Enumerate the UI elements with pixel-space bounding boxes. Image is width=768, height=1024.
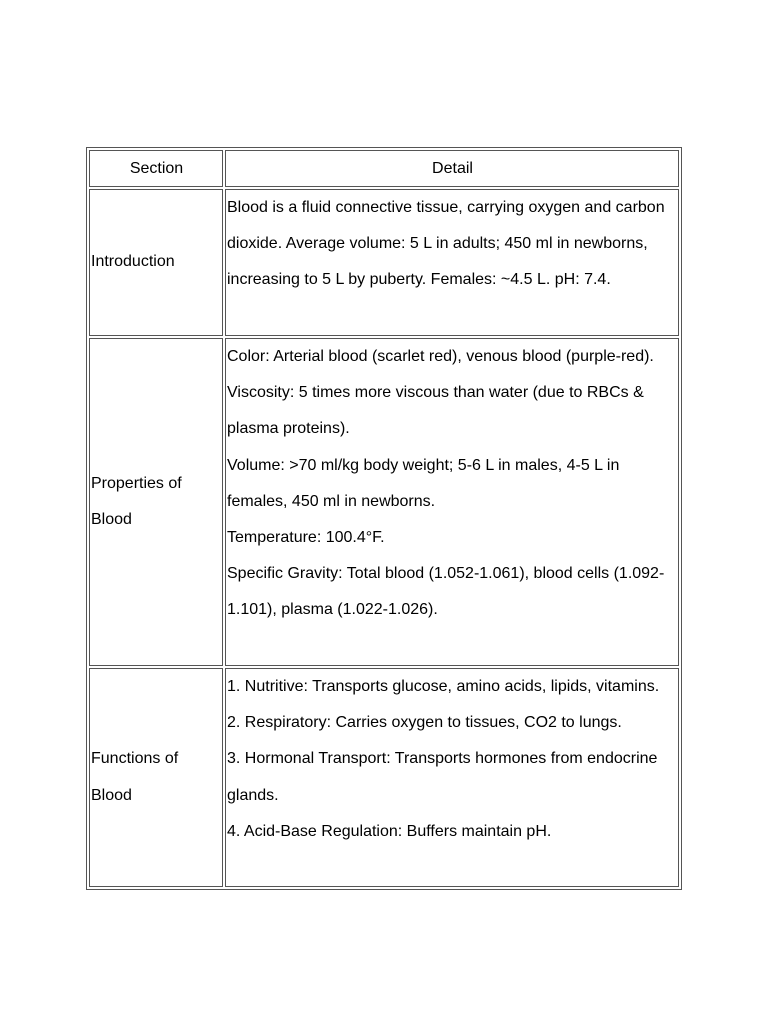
property-item-viscosity xyxy=(227,375,678,447)
property-item-temperature xyxy=(227,520,678,556)
function-number: 4. xyxy=(227,822,244,840)
property-text: 100.4°F. xyxy=(321,529,385,547)
function-number: 3. xyxy=(227,750,245,768)
header-detail: Detail xyxy=(225,150,679,187)
function-item-hormonal xyxy=(227,741,678,813)
function-text: Carries oxygen to tissues, CO2 to lungs. xyxy=(331,714,622,732)
function-label: Nutritive: xyxy=(244,678,308,695)
blood-info-table xyxy=(86,147,682,890)
table-row-introduction xyxy=(89,189,679,336)
header-section: Section xyxy=(89,150,223,187)
detail-cell-functions xyxy=(225,668,679,887)
function-text: Buffers maintain pH. xyxy=(402,822,552,840)
table-row-functions xyxy=(89,668,679,887)
function-number: 2. xyxy=(227,714,245,732)
property-label: Color: xyxy=(227,348,270,365)
section-cell-functions: Functions of Blood xyxy=(89,668,223,887)
function-label: Respiratory: xyxy=(244,714,332,732)
property-text: >70 ml/kg body weight; 5-6 L in males, 4-5 L in females, 450 ml in newborns. xyxy=(227,456,620,510)
function-text: Transports glucose, amino acids, lipids, vitamins. xyxy=(307,678,660,695)
property-label: Temperature: xyxy=(227,529,322,547)
property-text: 5 times more viscous than water (due to RBCs & plasma proteins). xyxy=(227,384,644,438)
function-label: Hormonal Transport: xyxy=(244,750,391,768)
detail-cell-introduction: Blood is a fluid connective tissue, carrying oxygen and carbon dioxide. Average volume: 5 L in adults; 450 ml in newborns, increasing to 5 L by puberty. Females: ~4.5 L. pH: 7.4. xyxy=(225,189,679,336)
property-item-color xyxy=(227,339,678,375)
table-row-properties xyxy=(89,338,679,666)
header-row xyxy=(89,150,679,187)
property-item-specific-gravity xyxy=(227,556,678,628)
function-item-nutritive xyxy=(227,669,678,705)
detail-cell-properties xyxy=(225,338,679,666)
property-item-volume xyxy=(227,448,678,520)
function-number: 1. xyxy=(227,678,245,695)
property-text: Total blood (1.052-1.061), blood cells (1.092-1.101), plasma (1.022-1.026). xyxy=(227,565,665,619)
function-item-respiratory xyxy=(227,705,678,741)
property-label: Specific Gravity: xyxy=(227,565,343,583)
property-label: Viscosity: xyxy=(227,384,295,402)
section-cell-properties: Properties of Blood xyxy=(89,338,223,666)
property-text: Arterial blood (scarlet red), venous blood (purple-red). xyxy=(269,348,654,365)
function-text: Transports hormones from endocrine glands. xyxy=(227,750,658,804)
section-cell-introduction: Introduction xyxy=(89,189,223,336)
function-item-acid-base xyxy=(227,814,678,850)
property-label: Volume: xyxy=(227,456,285,474)
function-label: Acid-Base Regulation: xyxy=(243,822,403,840)
